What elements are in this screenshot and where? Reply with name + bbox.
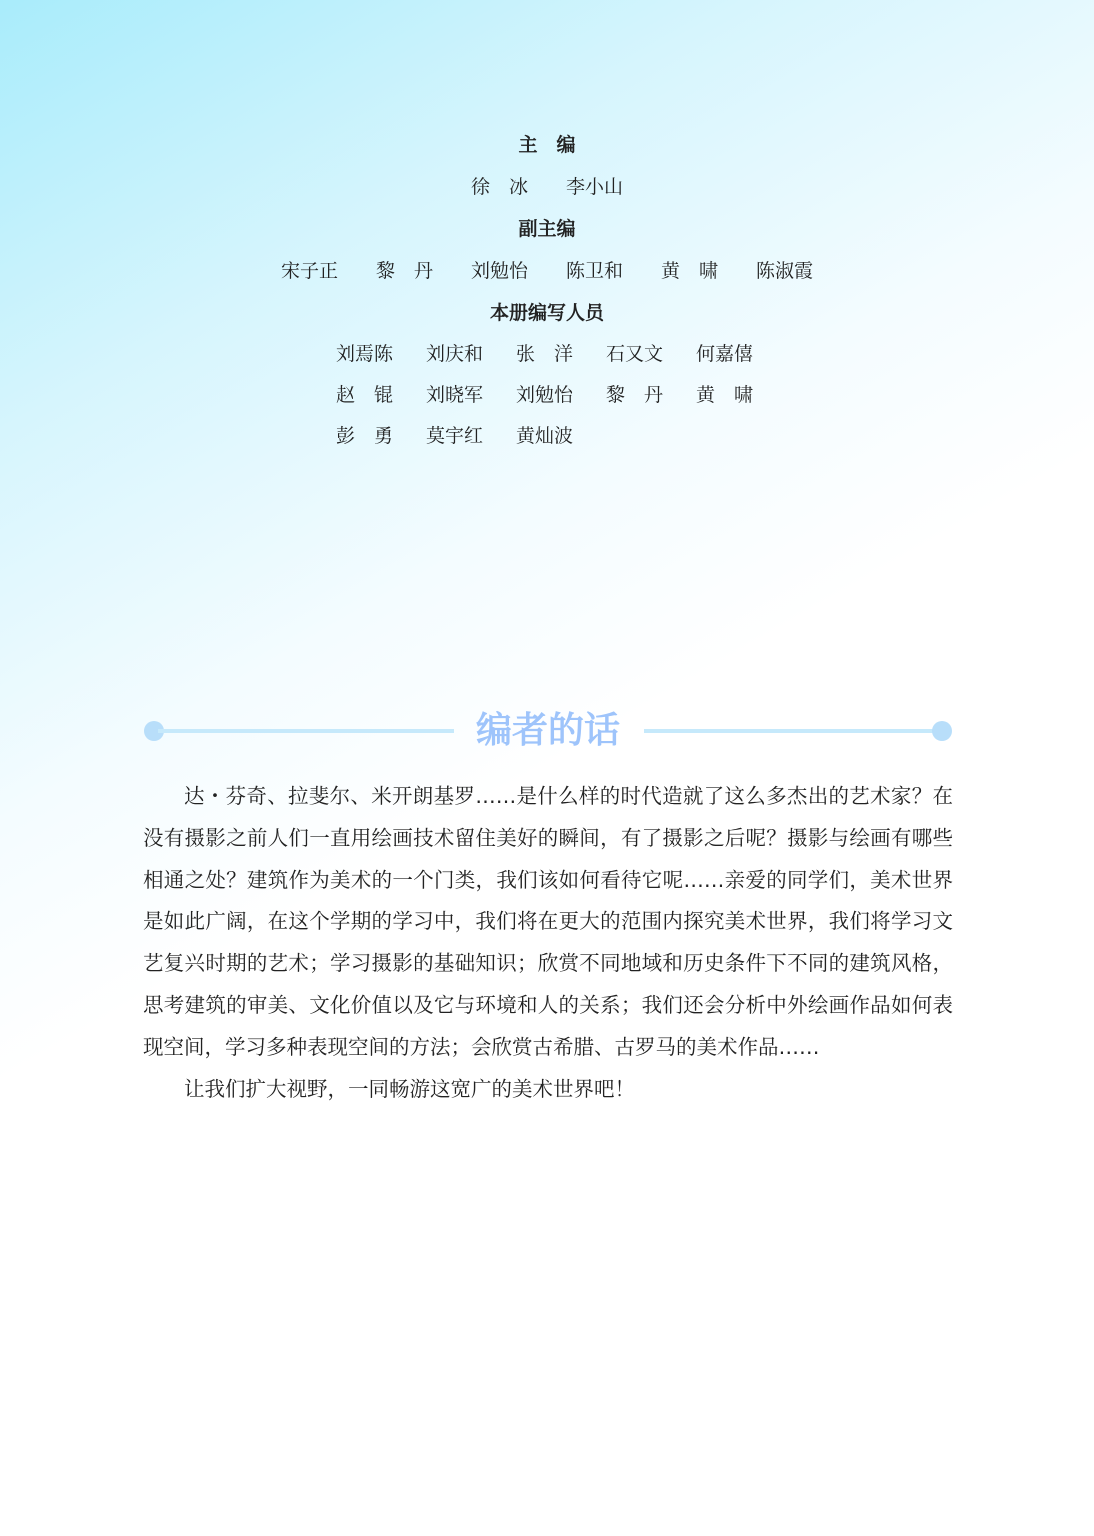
- chief-editors-heading: 主 编: [518, 134, 576, 156]
- writers-heading: 本册编写人员: [489, 302, 604, 324]
- deputy-editors-heading: 副主编: [518, 218, 576, 240]
- writer-name: 莫宇红: [426, 425, 484, 447]
- left-divider-line: [158, 729, 454, 733]
- writer-name: 赵 锟: [336, 384, 394, 406]
- writer-name: 石又文: [606, 343, 664, 365]
- preface-paragraph: 达・芬奇、拉斐尔、米开朗基罗……是什么样的时代造就了这么多杰出的艺术家？在没有摄影之前人们一直用绘画技术留住美好的瞬间，有了摄影之后呢？摄影与绘画有哪些相通之处？建筑作为美术的一个门类，我们该如何看待它呢……亲爱的同学们，美术世界是如此广阔，在这个学期的学习中，我们将在更大的范围内探究美术世界，我们将学习文艺复兴时期的艺术；学习摄影的基础知识；欣赏不同地域和历史条件下不同的建筑风格，思考建筑的审美、文化价值以及它与环境和人的关系；我们还会分析中外绘画作品如何表现空间，学习多种表现空间的方法；会欣赏古希腊、古罗马的美术作品……: [143, 784, 953, 1059]
- writers-row: [336, 337, 796, 378]
- writer-name: 刘晓军: [426, 384, 484, 406]
- writer-name: 刘焉陈: [336, 343, 394, 365]
- writers-row: [336, 378, 796, 419]
- preface-paragraph: 让我们扩大视野，一同畅游这宽广的美术世界吧！: [184, 1076, 635, 1101]
- deputy-editors-names: 宋子正 黎 丹 刘勉怡 陈卫和 黄 啸 陈淑霞: [280, 260, 813, 282]
- writer-name: 刘勉怡: [516, 384, 574, 406]
- credits: [0, 128, 1094, 338]
- preface-title-bar: [144, 708, 952, 754]
- writer-name: 彭 勇: [336, 425, 394, 447]
- writer-name: 黄 啸: [696, 384, 754, 406]
- writers-row: [336, 419, 796, 460]
- preface-title: 编者的话: [475, 710, 620, 751]
- chief-editors-names: 徐 冰 李小山: [470, 176, 623, 198]
- right-dot-ornament: [932, 721, 952, 741]
- preface-body: [143, 776, 953, 1110]
- right-divider-line: [644, 729, 940, 733]
- writer-name: 黄灿波: [516, 425, 574, 447]
- writer-name: 刘庆和: [426, 343, 484, 365]
- writer-name: 何嘉僖: [696, 343, 754, 365]
- writer-name: 张 洋: [516, 343, 574, 365]
- writers-list: [336, 337, 796, 460]
- writer-name: 黎 丹: [606, 384, 664, 406]
